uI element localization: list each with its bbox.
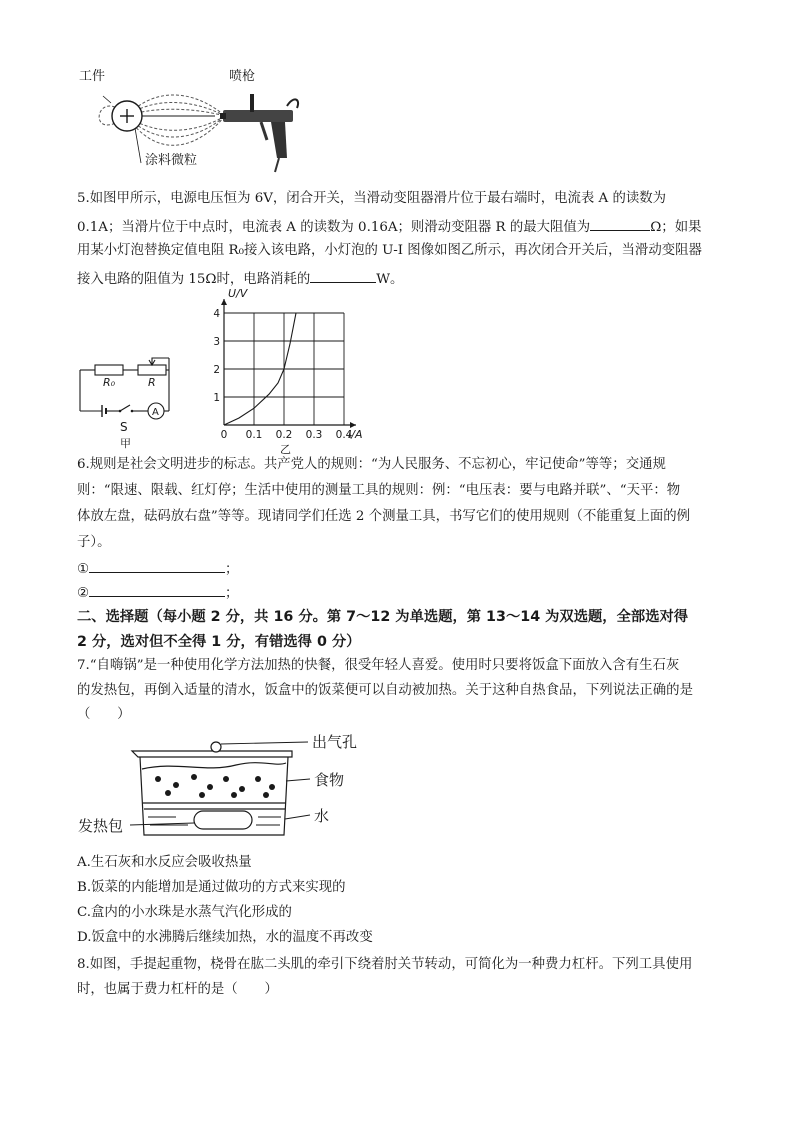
rheostat [138,365,166,375]
q6-answer-blank-1[interactable] [89,558,225,573]
heat-pack-label: 发热包 [78,817,124,835]
q6-line-1: 6.规则是社会文明进步的标志。共产党人的规则：“为人民服务、不忘初心，牢记使命”等等；交通规 [77,457,666,472]
q5-line-2a: 0.1A；当滑片位于中点时，电流表 A 的读数为 0.16A；则滑动变阻器 R 的最大阻值为 [77,220,591,235]
x-tick-label: 0.4 [335,429,353,441]
x-tick-label: 0.1 [245,429,263,441]
q7-option-b[interactable]: B.饭菜的内能增加是通过做功的方式来实现的 [77,880,346,895]
x-tick-label: 0 [220,429,228,441]
spray-gun [220,94,298,172]
q6-item-2-marker: ② [77,586,90,601]
q7-line-2: 的发热包，再倒入适量的清水，饭盒中的饭菜便可以自动被加热。关于这种自热食品，下列说法正确的是 [77,683,693,698]
y-axis-arrow [221,299,227,305]
section-2-heading-line-2: 2 分，选对但不全得 1 分，有错选得 0 分） [77,634,361,650]
chart-ticks [213,308,352,441]
vent-label: 出气孔 [312,733,358,751]
q5-line-1: 5.如图甲所示，电源电压恒为 6V，闭合开关，当滑动变阻器滑片位于最右端时，电流表 A 的读数为 [77,191,667,206]
particles-label: 涂料微粒 [145,153,198,168]
switch [120,405,130,411]
q7-option-a[interactable]: A.生石灰和水反应会吸收热量 [77,855,252,870]
chart-axes [221,299,356,428]
food-label: 食物 [314,771,345,789]
x-tick-label: 0.3 [305,429,323,441]
circuit-caption: 甲 [120,437,131,450]
q6-line-4: 子）。 [77,535,111,550]
heat-pack [194,811,252,829]
r-label: R [148,376,156,389]
workpiece-label: 工件 [79,69,106,84]
water-label: 水 [314,807,330,825]
y-tick-label: 1 [213,392,220,404]
q6-item-1-end: ； [225,562,239,577]
q7-option-d[interactable]: D.饭盒中的水沸腾后继续加热，水的温度不再改变 [77,930,373,945]
q5-line-4a: 接入电路的阻值为 15Ω时，电路消耗的 [77,272,311,287]
x-tick-label: 0.2 [275,429,293,441]
q7-line-1: 7.“自嗨锅”是一种使用化学方法加热的快餐，很受年轻人喜爱。使用时只要将饭盒下面放入含有生石灰 [77,658,680,673]
self-heating-pot-figure [76,733,366,843]
chart-caption: 乙 [280,443,291,456]
ammeter-label: A [152,407,159,418]
q5-answer-blank-2[interactable] [310,268,376,283]
vent-hole [211,742,221,752]
circuit-figure [70,340,180,452]
ui-chart [206,285,376,455]
q6-answer-blank-2[interactable] [89,582,225,597]
section-2-heading-line-1: 二、选择题（每小题 2 分，共 16 分。第 7～12 为单选题，第 13～14 为双选题，全部选对得 [77,609,689,625]
q5-line-3: 用某小灯泡替换定值电阻 R₀接入该电路，小灯泡的 U-I 图像如图乙所示，再次闭合开关后，当滑动变阻器 [77,243,702,258]
q8-line-1: 8.如图，手提起重物，桡骨在肱二头肌的牵引下绕着肘关节转动，可简化为一种费力杠杆。下列工具使用 [77,957,693,972]
q6-item-1-marker: ① [77,562,90,577]
chart-y-axis-label: U/V [228,287,248,300]
spray-gun-label: 喷枪 [229,69,256,84]
q5-line-2b: Ω；如果 [650,220,702,235]
spray-gun-figure [75,69,325,176]
q7-line-3: （ ） [77,707,131,722]
q6-item-2-end: ； [225,586,239,601]
pot-lid [132,751,292,757]
y-tick-label: 3 [213,336,220,348]
chart-x-axis-label: I/A [348,428,363,441]
q5-line-4b: W。 [376,272,404,287]
switch-label: S [120,420,128,434]
r0-label: R₀ [103,376,116,389]
q6-answer-1 [77,558,238,579]
q6-answer-2 [77,582,238,603]
q8-line-2: 时，也属于费力杠杆的是（ ） [77,982,278,997]
q6-line-2: 则：“限速、限载、红灯停；生活中使用的测量工具的规则：例：“电压表：要与电路并联”、“天平：物 [77,483,681,498]
q5-line-2 [77,216,701,237]
q7-option-c[interactable]: C.盒内的小水珠是水蒸气汽化形成的 [77,905,292,920]
y-tick-label: 4 [213,308,220,320]
q5-answer-blank-1[interactable] [590,216,650,231]
r0-resistor [95,365,123,375]
q6-line-3: 体放左盘，砝码放右盘”等等。现请同学们任选 2 个测量工具，书写它们的使用规则（不能重复上面的例 [77,509,691,524]
y-tick-label: 2 [213,364,220,376]
food-particles [155,774,275,798]
